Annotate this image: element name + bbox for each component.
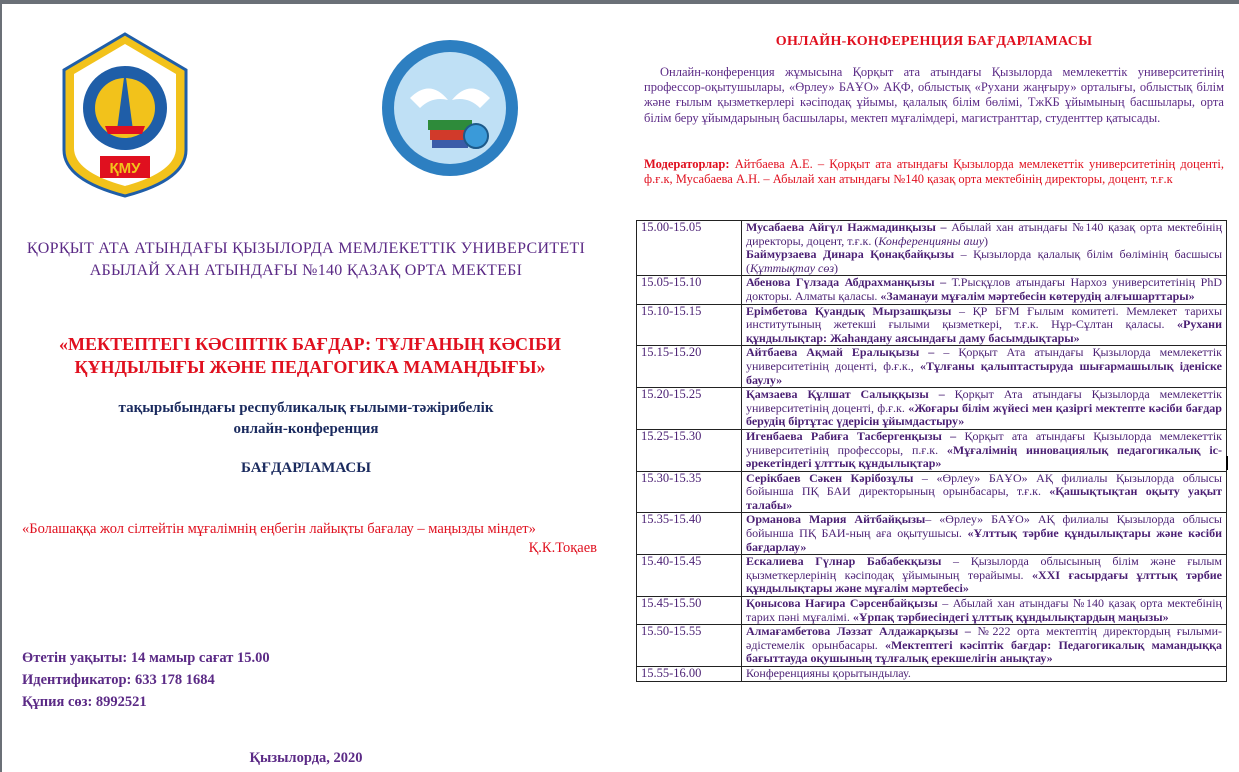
table-row [637, 625, 1227, 667]
speaker-info: Қорқыт ата атындағы Қызылорда мемлекеттік университетінің профессоры, п.ғ.к. [746, 428, 1222, 457]
school-name: АБЫЛАЙ ХАН АТЫНДАҒЫ №140 ҚАЗАҚ ОРТА МЕКТЕБІ [89, 262, 523, 279]
slot-desc [742, 276, 1227, 304]
table-row [637, 513, 1227, 555]
speaker-name: Орманова Мария Айтбайқызы [746, 512, 926, 527]
text-cursor [1226, 456, 1228, 470]
speaker-info: – ҚР БҒМ Ғылым комитеті. Мемлекет тарихы институтының жетекші ғылыми қызметкері, т.ғ.к. Нұр-Сұлтан қаласы. [746, 303, 1223, 332]
table-row [637, 304, 1227, 346]
slot-desc [742, 429, 1227, 471]
slot-desc [742, 221, 1227, 276]
speaker-info: – Абылай хан атындағы №140 қазақ орта мектебінің тарих пәні мұғалімі. [746, 596, 1222, 624]
talk-topic: «XXI ғасырдағы ұлттық тәрбие құндылықтары және мұғалім мәртебесі» [746, 567, 1222, 596]
slot-desc [742, 304, 1227, 346]
meeting-password: Құпия сөз: 8992521 [22, 694, 147, 710]
table-row [637, 667, 1227, 682]
speaker-name: Қонысова Нағира Сәрсенбайқызы [746, 596, 938, 611]
slot-time: 15.20-15.25 [637, 388, 742, 430]
slot-time: 15.00-15.05 [637, 221, 742, 276]
meeting-identifier: Идентификатор: 633 178 1684 [22, 672, 215, 688]
speaker-info: Т.Рысқұлов атындағы Нархоз университетінің PhD докторы. Алматы қаласы. [746, 275, 1223, 303]
speaker-info: – Қызылорда қалалық білім бөлімінің басшысы ( [746, 247, 1222, 275]
slot-desc [742, 625, 1227, 667]
speaker-name: Абенова Гүлзада Абдрахманқызы – [746, 275, 947, 290]
school-logo [380, 38, 520, 178]
slot-desc [742, 388, 1227, 430]
speaker-info: №222 орта мектептің директордың ғылыми-әдістемелік орынбасары. [746, 624, 1222, 652]
slot-time: 15.10-15.15 [637, 304, 742, 346]
slot-desc [742, 346, 1227, 388]
slot-desc [742, 597, 1227, 625]
speaker-info: – «Өрлеу» БАҰО» АҚ филиалы Қызылорда облысы бойынша ПҚ БАИ директорының орынбасары, т.ғ.к. [746, 470, 1222, 499]
speaker-name: Қамзаева Құлшат Салыққызы – [746, 387, 945, 402]
slot-time: 15.40-15.45 [637, 555, 742, 597]
slot-desc [742, 513, 1227, 555]
participants-intro: Онлайн-конференция жұмысына Қорқыт ата атындағы Қызылорда мемлекеттік университетінің профессор-оқытушылары, «Өрлеу» БАҰО» АҚФ, облыстық «Рухани жаңғыру» орталығы, облыстық білім және ғылым қызметкерлері кәсіподақ ұйымы, қалалық білім бөлімі, ТжКБ ұйымының басшылары, орта білім беру ұйымдарының басшылары, мектеп мұғалімдері, магистранттар, студенттер қатысады. [644, 65, 1224, 125]
table-row [637, 388, 1227, 430]
talk-topic: «Ұрпақ тәрбиесіндегі ұлттық құндылықтардың маңызы» [852, 609, 1169, 624]
paren: ) [834, 260, 839, 275]
speaker-info: Абылай хан атындағы №140 қазақ орта мектебінің директоры, доцент, т.ғ.к. ( [746, 220, 1222, 248]
speaker-info: – «Өрлеу» БАҰО» АҚ филиалы Қызылорда облысы бойынша ПҚ БАИ-ның аға оқытушысы. [746, 512, 1222, 541]
kmu-logo-text: ҚМУ [109, 160, 141, 177]
moderators-text: Айтбаева А.Е. – Қорқыт ата атындағы Қызылорда мемлекеттік университетінің доценті, ф.ғ.к, Мусабаева А.Н. – Абылай хан атындағы №140 қазақ орта мектебінің директоры, доцент, т.ғ.к [644, 157, 1224, 187]
speaker-info: – Қызылорда облысының білім және ғылым қызметкерлерінің кәсіподақ ұйымының төрайымы. [746, 554, 1222, 582]
moderators-label: Модераторлар: [644, 157, 730, 171]
table-row [637, 221, 1227, 276]
speaker-info: Конференцияны қорытындылау. [746, 666, 911, 680]
talk-topic: «Ұлттық тәрбие құндылықтары және кәсіби бағдарлау» [746, 526, 1222, 554]
window-left-border [0, 0, 2, 772]
conference-title: «МЕКТЕПТЕГІ КӘСІПТІК БАҒДАР: ТҰЛҒАНЫҢ КӘСІБИ ҚҰНДЫЛЫҒЫ ЖӘНЕ ПЕДАГОГИКА МАМАНДЫҒЫ» [59, 334, 561, 377]
speaker-name: Игенбаева Рабиға Тасбергенқызы – [746, 428, 957, 443]
table-row [637, 471, 1227, 513]
slot-desc [742, 471, 1227, 513]
event-time: Өтетін уақыты: 14 мамыр сағат 15.00 [22, 650, 270, 666]
speaker-name: Баймурзаева Динара Қонақбайқызы [746, 247, 955, 262]
speaker-name: Мусабаева Айгүл Нажмадинқызы – [746, 220, 947, 234]
slot-time: 15.50-15.55 [637, 625, 742, 667]
table-row [637, 597, 1227, 625]
right-title: ОНЛАЙН-КОНФЕРЕНЦИЯ БАҒДАРЛАМАСЫ [775, 34, 1093, 49]
speaker-name: Ерімбетова Қуандық Мырзашқызы [746, 303, 952, 318]
speaker-name: Алмағамбетова Ләззат Алдажарқызы – [746, 624, 971, 639]
talk-topic: «Заманауи мұғалім мәртебесін көтерудің алғышарттары» [880, 288, 1195, 303]
talk-topic: «Мектептегі кәсіптік бағдар: Педагогикалық мамандыққа бағыттауда оқушының тұлғалық ерекшелігін анықтау» [746, 637, 1223, 666]
slot-time: 15.45-15.50 [637, 597, 742, 625]
subtitle-line-2: онлайн-конференция [233, 421, 379, 437]
conference-subtitle [0, 398, 612, 440]
talk-topic: «Жоғары білім жүйесі мен қазіргі мектепте кәсіби бағдар берудің біртұтас үдерісін ұйымдастыру» [746, 400, 1222, 429]
table-row [637, 276, 1227, 304]
slot-time: 15.25-15.30 [637, 429, 742, 471]
slot-time: 15.35-15.40 [637, 513, 742, 555]
slot-time: 15.30-15.35 [637, 471, 742, 513]
schedule-table [636, 220, 1227, 682]
slot-desc [742, 667, 1227, 682]
quote-author: Қ.К.Тоқаев [528, 540, 597, 556]
slot-time: 15.05-15.10 [637, 276, 742, 304]
talk-topic: «Рухани құндылықтар: Жаһандану аясындағы даму басымдықтары» [746, 317, 1222, 345]
program-heading: БАҒДАРЛАМАСЫ [241, 460, 371, 476]
talk-topic: «Тұлғаны қалыптастыруда шығармашылық іденіске баулу» [746, 358, 1222, 387]
city-year: Қызылорда, 2020 [249, 750, 363, 766]
slot-desc [742, 555, 1227, 597]
slot-time: 15.55-16.00 [637, 667, 742, 682]
speaker-name: Ескалиева Гүлнар Бабабекқызы [746, 554, 942, 569]
president-quote: «Болашаққа жол сілтейтін мұғалімнің еңбегін лайықты бағалау – маңызды міндет» [22, 521, 536, 537]
speaker-info: – Қорқыт Ата атындағы Қызылорда мемлекеттік университетінің доценті, ф.ғ.к., [746, 345, 1222, 373]
subtitle-line-1: тақырыбындағы республикалық ғылыми-тәжірибелік [118, 400, 494, 416]
speaker-info: Қорқыт Ата атындағы Қызылорда мемлекеттік университетінің доценті, ф.ғ.к. [746, 387, 1222, 415]
table-row [637, 555, 1227, 597]
speaker-role: Конференцияны ашу [878, 233, 985, 248]
window-top-border [0, 0, 1239, 4]
table-row [637, 346, 1227, 388]
talk-topic: «Қашықтықтан оқыту уақыт талабы» [746, 484, 1222, 512]
table-row [637, 429, 1227, 471]
kmu-logo [60, 30, 190, 198]
moderators [644, 157, 1224, 187]
paren: ) [984, 233, 989, 248]
talk-topic: «Мұғалімнің инновациялық педагогикалық іс-әрекетіндегі ұлттық құндылықтар» [746, 442, 1222, 471]
speaker-name: Серікбаев Сәкен Кәрібозұлы [746, 470, 914, 485]
university-name: ҚОРҚЫТ АТА АТЫНДАҒЫ ҚЫЗЫЛОРДА МЕМЛЕКЕТТІК УНИВЕРСИТЕТІ [26, 240, 586, 257]
speaker-name: Айтбаева Ақмай Ералықызы – [746, 345, 935, 360]
speaker-role: Құттықтау сөз [750, 260, 835, 275]
slot-time: 15.15-15.20 [637, 346, 742, 388]
